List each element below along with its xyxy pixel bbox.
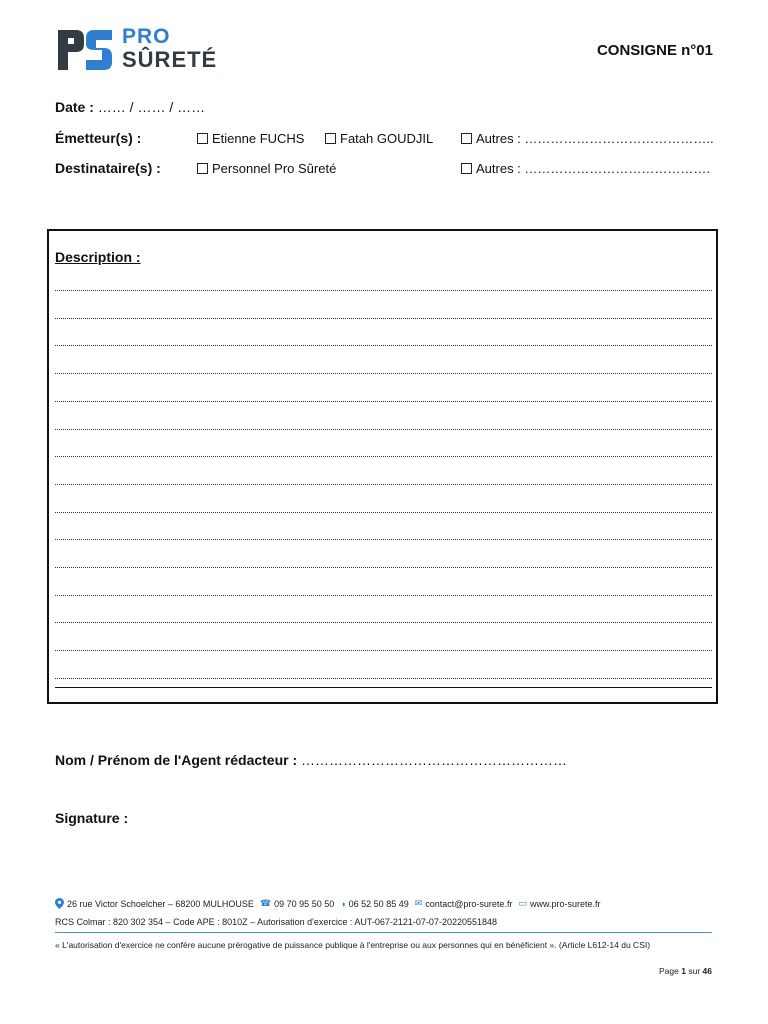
checkbox-label: Personnel Pro Sûreté	[212, 161, 337, 176]
footer-website[interactable]: www.pro-surete.fr	[529, 898, 601, 909]
document-title: CONSIGNE n°01	[596, 42, 713, 59]
agent-name-field[interactable]: …………………………………………………	[301, 752, 568, 768]
footer-address: 26 rue Victor Schoelcher – 68200 MULHOUSE	[67, 898, 254, 909]
page-number	[659, 966, 712, 976]
description-dotted-line[interactable]	[55, 456, 712, 457]
footer-contact	[55, 898, 600, 909]
agent-label: Nom / Prénom de l'Agent rédacteur :	[55, 752, 298, 768]
description-label: Description :	[55, 249, 141, 265]
description-dotted-line[interactable]	[55, 345, 712, 346]
description-dotted-line[interactable]	[55, 595, 712, 596]
description-dotted-line[interactable]	[55, 622, 712, 623]
location-pin-icon	[55, 898, 64, 909]
page-prefix: Page	[659, 966, 679, 976]
date-label: Date :	[55, 99, 94, 115]
footer-divider	[55, 932, 712, 933]
footer-notice: « L'autorisation d'exercice ne confère aucune prérogative de puissance publique à l'entreprise ou aux personnes qui en bénéficient ». (Article L612-14 du CSI)	[55, 940, 651, 950]
destinataire-checkbox-personnel[interactable]	[197, 161, 336, 176]
phone-icon: ☎	[259, 898, 272, 908]
description-dotted-line[interactable]	[55, 429, 712, 430]
company-logo	[56, 26, 236, 74]
page-total: 46	[702, 966, 712, 976]
description-dotted-line[interactable]	[55, 650, 712, 651]
description-dotted-line[interactable]	[55, 678, 712, 679]
checkbox-label: Fatah GOUDJIL	[340, 131, 434, 146]
emetteur-checkbox-autres[interactable]	[461, 131, 714, 146]
description-dotted-line[interactable]	[55, 539, 712, 540]
checkbox-icon[interactable]	[461, 163, 472, 174]
destinataire-checkbox-autres[interactable]	[461, 161, 710, 176]
date-row	[55, 99, 205, 115]
description-dotted-line[interactable]	[55, 373, 712, 374]
checkbox-icon[interactable]	[325, 133, 336, 144]
checkbox-icon[interactable]	[197, 133, 208, 144]
description-dotted-line[interactable]	[55, 290, 712, 291]
description-dotted-line[interactable]	[55, 512, 712, 513]
mobile-icon: ◑	[340, 898, 346, 909]
date-field[interactable]: …… / …… / ……	[97, 99, 206, 115]
footer-email[interactable]: contact@pro-surete.fr	[425, 898, 513, 909]
description-dotted-line[interactable]	[55, 318, 712, 319]
destinataire-label: Destinataire(s) :	[55, 160, 161, 176]
computer-icon: ▭	[518, 898, 527, 908]
description-dotted-line[interactable]	[55, 401, 712, 402]
signature-label: Signature :	[55, 810, 129, 826]
checkbox-icon[interactable]	[461, 133, 472, 144]
ps-monogram-icon	[56, 26, 114, 72]
footer-phone2: 06 52 50 85 49	[348, 898, 409, 909]
logo-text-surete: SÛRETÉ	[122, 47, 218, 72]
emetteur-checkbox-goudjil[interactable]	[325, 131, 433, 146]
logo-text-pro: PRO	[122, 25, 171, 48]
mail-icon: ✉	[414, 898, 423, 908]
checkbox-label: Autres : …………………………………….	[476, 161, 711, 176]
agent-row	[55, 752, 567, 768]
footer-legal: RCS Colmar : 820 302 354 – Code APE : 8010Z – Autorisation d'exercice : AUT-067-2121-07-07-20220551848	[55, 917, 497, 927]
emetteur-label: Émetteur(s) :	[55, 130, 142, 146]
checkbox-label: Etienne FUCHS	[212, 131, 305, 146]
checkbox-label: Autres : ……………………………………..	[476, 131, 714, 146]
page-current: 1	[681, 966, 686, 976]
checkbox-icon[interactable]	[197, 163, 208, 174]
description-dotted-line[interactable]	[55, 567, 712, 568]
description-dotted-line[interactable]	[55, 484, 712, 485]
emetteur-checkbox-fuchs[interactable]	[197, 131, 304, 146]
description-frame	[47, 229, 718, 704]
footer-phone1: 09 70 95 50 50	[274, 898, 335, 909]
page-separator: sur	[688, 966, 701, 976]
description-bottom-rule	[55, 687, 712, 688]
